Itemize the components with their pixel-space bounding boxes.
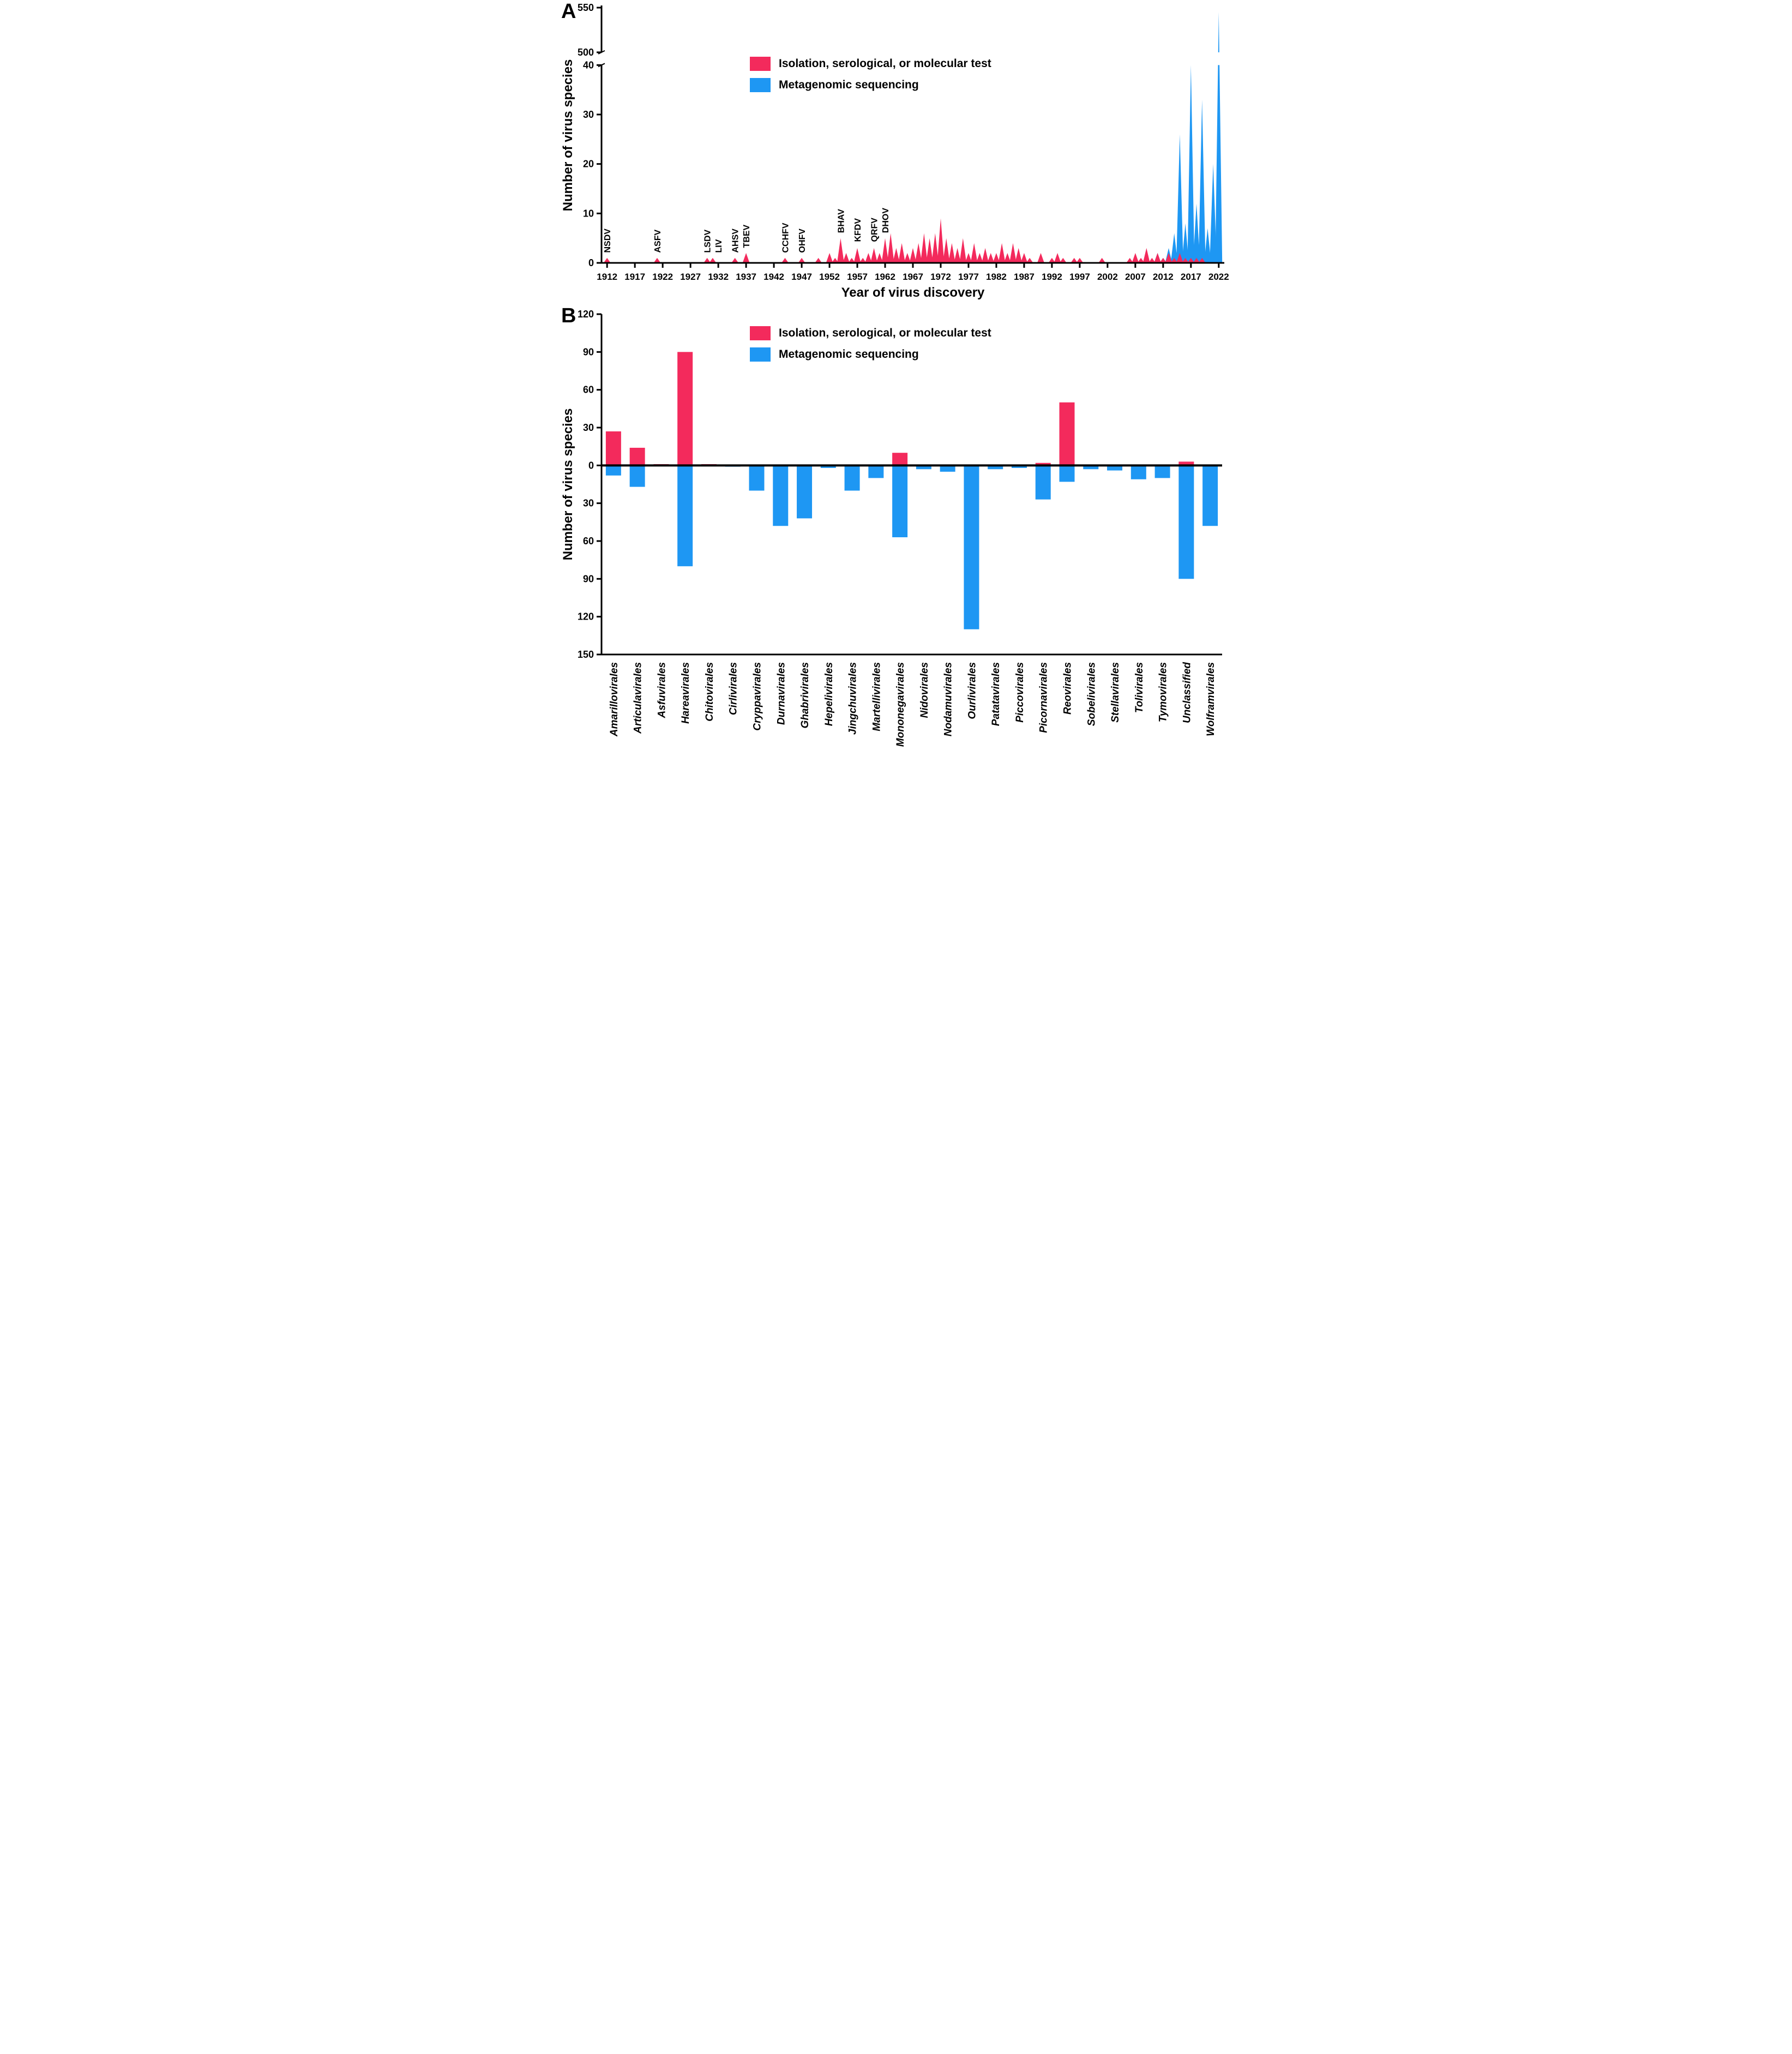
svg-text:90: 90 xyxy=(582,573,594,585)
bar-blue-Ghabrivirales xyxy=(797,465,812,518)
virus-annotations xyxy=(603,208,891,253)
annotation-KFDV: KFDV xyxy=(853,218,863,242)
bar-blue-Amarillovirales xyxy=(606,465,621,475)
svg-text:40: 40 xyxy=(582,59,594,71)
category-Nidovirales: Nidovirales xyxy=(918,662,930,718)
panel-a-chart xyxy=(558,0,1234,305)
tick-labels xyxy=(578,2,1229,282)
spike-blue-2019 xyxy=(1199,100,1206,263)
spike-blue-2017 xyxy=(1187,65,1194,263)
spike-red-1980 xyxy=(982,248,989,263)
bar-blue-Tolivirales xyxy=(1131,465,1146,479)
svg-text:1942: 1942 xyxy=(763,272,785,282)
annotation-LIV: LIV xyxy=(714,239,724,253)
svg-text:1957: 1957 xyxy=(847,272,868,282)
spike-red-1983 xyxy=(999,243,1006,263)
bar-blue-Tymovirales xyxy=(1155,465,1170,478)
red-swatch xyxy=(750,57,771,71)
axis-titles xyxy=(561,59,985,300)
bar-red-Mononegavirales xyxy=(892,453,907,465)
category-Cirlivirales: Cirlivirales xyxy=(727,662,739,716)
spike-red-1986 xyxy=(1015,248,1022,263)
svg-text:2012: 2012 xyxy=(1152,272,1174,282)
svg-text:1967: 1967 xyxy=(903,272,923,282)
svg-text:2017: 2017 xyxy=(1180,272,1201,282)
bar-blue-Reovirales xyxy=(1060,465,1075,482)
spike-blue-2022 xyxy=(1215,12,1222,263)
spike-red-1978 xyxy=(971,243,978,263)
category-Mononegavirales: Mononegavirales xyxy=(895,662,907,747)
bar-blue-Martellivirales xyxy=(868,465,883,478)
spike-red-1976 xyxy=(959,238,966,263)
svg-text:60: 60 xyxy=(582,384,594,395)
category-Asfuvirales: Asfuvirales xyxy=(656,662,668,718)
category-Reovirales: Reovirales xyxy=(1062,662,1074,715)
panel-a-label: A xyxy=(561,0,576,23)
spike-red-1974 xyxy=(948,243,955,263)
annotation-OHFV: OHFV xyxy=(798,229,808,253)
bar-blue-Ourlivirales xyxy=(964,465,979,629)
spike-red-1937 xyxy=(743,253,750,263)
axes xyxy=(602,314,1222,654)
spike-red-1954 xyxy=(837,238,844,263)
bar-blue-Articulavirales xyxy=(630,465,645,487)
svg-text:1947: 1947 xyxy=(791,272,812,282)
svg-text:0: 0 xyxy=(588,460,594,471)
annotation-DHOV: DHOV xyxy=(881,207,891,233)
category-Sobelivirales: Sobelivirales xyxy=(1086,662,1098,726)
spike-red-2007 xyxy=(1132,253,1139,263)
legend-item-isolation xyxy=(750,326,991,340)
svg-text:1997: 1997 xyxy=(1069,272,1090,282)
category-Ghabrivirales: Ghabrivirales xyxy=(799,662,811,729)
svg-text:30: 30 xyxy=(582,497,594,509)
spike-red-1990 xyxy=(1037,253,1044,263)
svg-text:1937: 1937 xyxy=(736,272,757,282)
bar-red-Amarillovirales xyxy=(606,431,621,465)
spike-red-1973 xyxy=(943,238,950,263)
blue-swatch xyxy=(750,78,771,92)
bar-blue-Jingchuvirales xyxy=(845,465,860,490)
bar-blue-Cryppavirales xyxy=(749,465,765,490)
category-Nodamuvirales: Nodamuvirales xyxy=(942,662,954,737)
red-swatch xyxy=(750,326,771,340)
svg-text:1922: 1922 xyxy=(652,272,673,282)
category-Wolframvirales: Wolframvirales xyxy=(1205,662,1217,736)
category-Cryppavirales: Cryppavirales xyxy=(751,662,763,731)
spike-red-1957 xyxy=(854,248,861,263)
x-axis-title: Year of virus discovery xyxy=(841,285,985,300)
svg-text:1927: 1927 xyxy=(680,272,701,282)
svg-text:90: 90 xyxy=(582,346,594,358)
annotation-ASFV: ASFV xyxy=(653,229,663,253)
svg-text:550: 550 xyxy=(577,2,594,13)
svg-text:1992: 1992 xyxy=(1041,272,1062,282)
spike-red-1963 xyxy=(887,233,894,263)
spike-red-2011 xyxy=(1154,253,1161,263)
axes xyxy=(598,5,1224,263)
category-Tolivirales: Tolivirales xyxy=(1133,662,1145,713)
svg-text:30: 30 xyxy=(582,109,594,120)
category-Chitovirales: Chitovirales xyxy=(703,662,715,722)
panel-a-legend xyxy=(750,57,991,92)
bar-red-Articulavirales xyxy=(630,448,645,465)
category-Amarillovirales: Amarillovirales xyxy=(608,662,620,737)
spike-red-1967 xyxy=(910,248,917,263)
category-Picornavirales: Picornavirales xyxy=(1038,662,1050,733)
spike-red-1962 xyxy=(882,238,889,263)
spikes xyxy=(604,12,1222,263)
category-Hareavirales: Hareavirales xyxy=(680,662,692,724)
spike-red-1972 xyxy=(937,218,945,263)
legend-item-metagenomic xyxy=(750,347,991,362)
legend-label-metagenomic: Metagenomic sequencing xyxy=(779,348,919,361)
annotation-QRFV: QRFV xyxy=(870,218,880,242)
category-Stellavirales: Stellavirales xyxy=(1110,662,1122,723)
svg-text:10: 10 xyxy=(582,208,594,219)
svg-text:1917: 1917 xyxy=(624,272,646,282)
blue-swatch xyxy=(750,347,771,362)
svg-text:2007: 2007 xyxy=(1124,272,1146,282)
category-Piccovirales: Piccovirales xyxy=(1014,662,1026,723)
legend-label-isolation: Isolation, serological, or molecular test xyxy=(779,327,991,339)
panel-a xyxy=(558,0,1234,305)
svg-text:1912: 1912 xyxy=(597,272,618,282)
legend-item-isolation xyxy=(750,57,991,71)
annotation-NSDV: NSDV xyxy=(603,229,613,253)
svg-text:1932: 1932 xyxy=(708,272,729,282)
panel-b-chart xyxy=(558,305,1234,796)
svg-text:1977: 1977 xyxy=(958,272,979,282)
y-axis-title: Number of virus species xyxy=(561,408,575,561)
svg-text:20: 20 xyxy=(582,158,594,170)
bar-blue-Unclassified xyxy=(1178,465,1194,579)
spike-red-1981 xyxy=(987,253,994,263)
figure-page xyxy=(558,0,1234,796)
bar-blue-Mononegavirales xyxy=(892,465,907,537)
svg-text:120: 120 xyxy=(577,611,594,622)
bar-blue-Durnavirales xyxy=(773,465,788,526)
svg-text:60: 60 xyxy=(582,536,594,546)
annotation-CCHFV: CCHFV xyxy=(781,223,791,253)
spike-red-1960 xyxy=(870,248,877,263)
category-Patatavirales: Patatavirales xyxy=(990,662,1002,726)
svg-text:1982: 1982 xyxy=(986,272,1007,282)
category-Articulavirales: Articulavirales xyxy=(632,662,644,734)
bar-red-Reovirales xyxy=(1060,403,1075,466)
legend-label-isolation: Isolation, serological, or molecular test xyxy=(779,57,991,70)
spike-red-2013 xyxy=(1165,253,1172,263)
svg-text:1972: 1972 xyxy=(930,272,951,282)
category-labels xyxy=(609,662,1217,747)
category-Martellivirales: Martellivirales xyxy=(871,662,883,731)
spike-red-1970 xyxy=(926,238,933,263)
category-Unclassified: Unclassified xyxy=(1181,662,1193,723)
svg-text:2022: 2022 xyxy=(1208,272,1229,282)
legend-item-metagenomic xyxy=(750,78,991,92)
spike-red-1955 xyxy=(843,253,850,263)
spike-blue-2015 xyxy=(1176,134,1183,263)
y-axis-title: Number of virus species xyxy=(561,59,575,212)
svg-text:30: 30 xyxy=(582,422,594,433)
spike-red-1964 xyxy=(893,248,900,263)
panel-b-label: B xyxy=(561,304,576,327)
spike-red-1993 xyxy=(1054,253,1061,263)
spike-red-1985 xyxy=(1009,243,1017,263)
annotation-TBEV: TBEV xyxy=(742,224,752,248)
spike-red-1952 xyxy=(826,253,833,263)
legend-label-metagenomic: Metagenomic sequencing xyxy=(779,79,919,91)
panel-b xyxy=(558,305,1234,796)
svg-text:500: 500 xyxy=(577,46,594,58)
spike-red-1969 xyxy=(921,233,928,263)
category-Tymovirales: Tymovirales xyxy=(1157,662,1169,723)
bar-blue-Wolframvirales xyxy=(1202,465,1218,526)
annotation-BHAV: BHAV xyxy=(837,209,846,233)
category-Durnavirales: Durnavirales xyxy=(775,662,787,725)
panel-b-legend xyxy=(750,326,991,362)
svg-text:1962: 1962 xyxy=(875,272,895,282)
svg-text:120: 120 xyxy=(577,309,594,320)
svg-text:1952: 1952 xyxy=(819,272,840,282)
bar-blue-Picornavirales xyxy=(1036,465,1051,499)
svg-text:2002: 2002 xyxy=(1097,272,1118,282)
bar-blue-Hareavirales xyxy=(677,465,693,566)
annotation-AHSV: AHSV xyxy=(731,229,741,253)
spike-red-2009 xyxy=(1143,248,1150,263)
category-Jingchuvirales: Jingchuvirales xyxy=(847,662,859,735)
bars xyxy=(606,352,1218,629)
spike-red-1965 xyxy=(898,243,905,263)
bar-red-Hareavirales xyxy=(677,352,693,465)
category-Ourlivirales: Ourlivirales xyxy=(966,662,978,719)
svg-text:1987: 1987 xyxy=(1014,272,1035,282)
svg-text:0: 0 xyxy=(588,257,594,268)
svg-text:150: 150 xyxy=(577,649,594,660)
category-Hepelivirales: Hepelivirales xyxy=(823,662,835,726)
annotation-LSDV: LSDV xyxy=(703,229,713,253)
tick-labels xyxy=(578,309,602,660)
spike-red-1987 xyxy=(1021,253,1028,263)
